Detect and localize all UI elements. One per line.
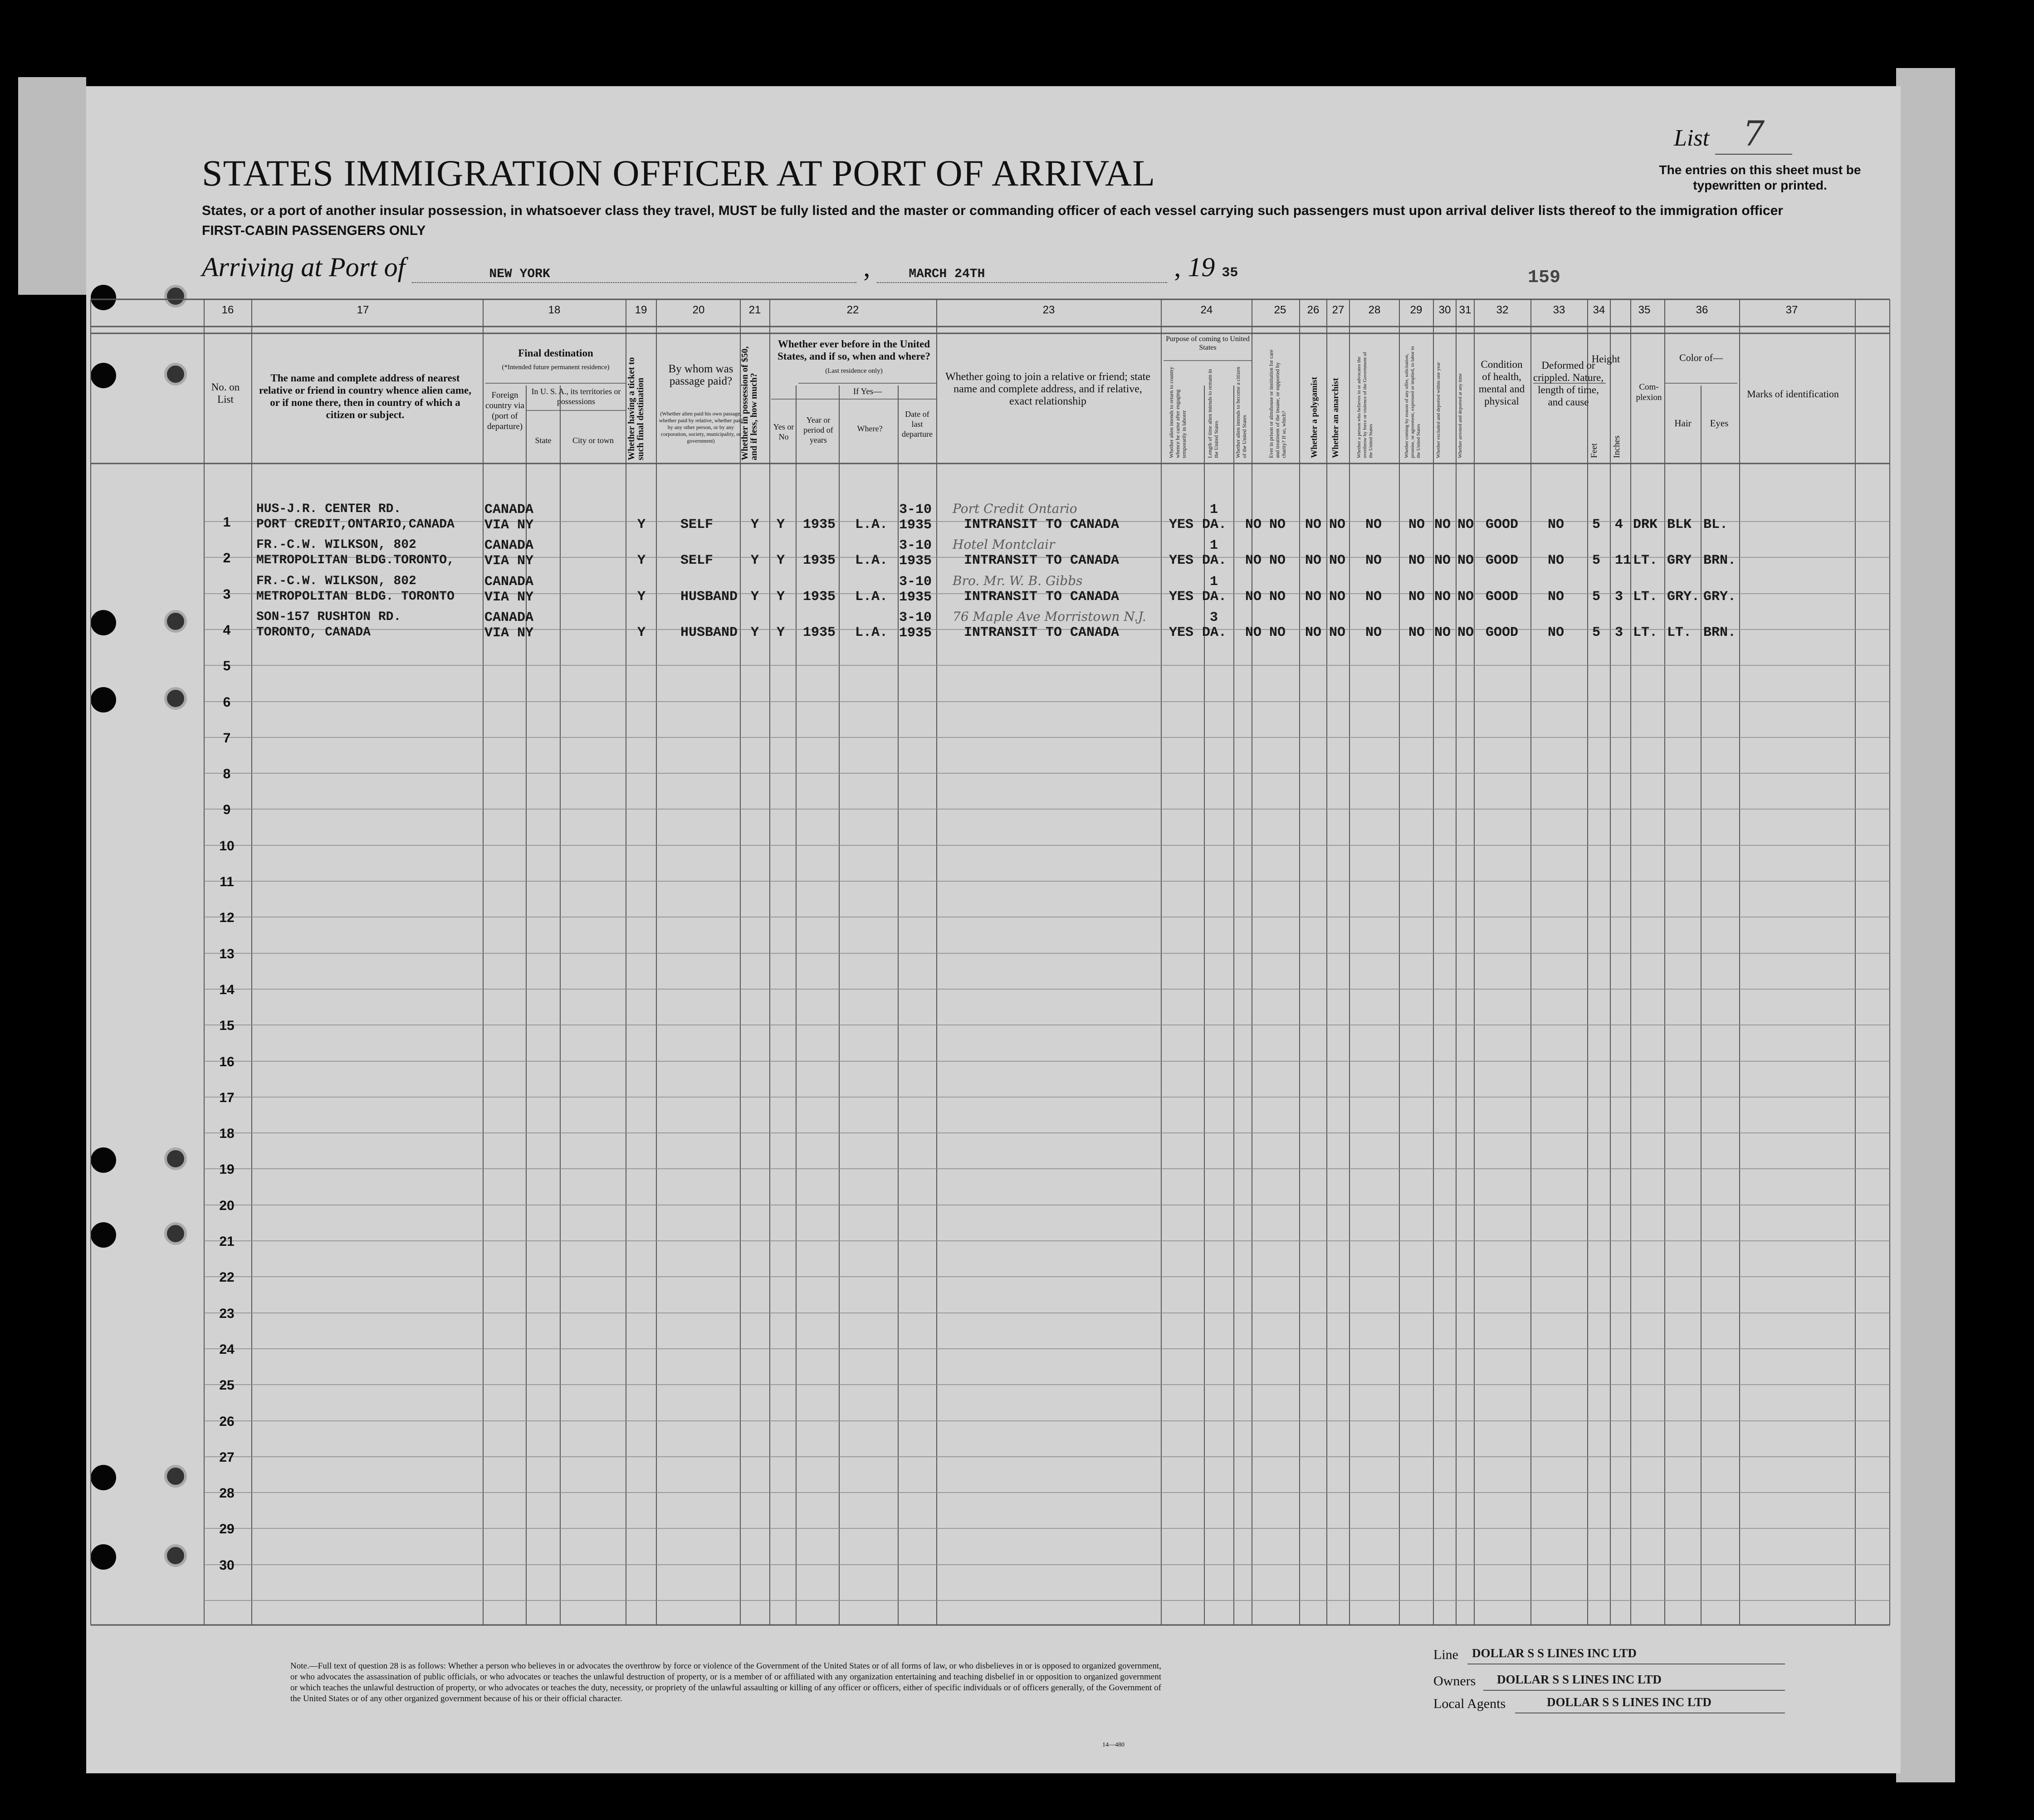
question-29-value: NO bbox=[1408, 589, 1425, 605]
port-of-departure: VIA NY bbox=[484, 590, 534, 605]
ticket-value: Y bbox=[637, 625, 646, 640]
header-prison: Ever in prison or almshouse or institution for care and treatment of the insane, or supported by charity? If so, which? bbox=[1268, 349, 1287, 458]
agents-value: DOLLAR S S LINES INC LTD bbox=[1547, 1695, 1711, 1709]
health-value: GOOD bbox=[1486, 589, 1519, 605]
header-feet: Feet bbox=[1589, 443, 1599, 458]
anarchist-value: NO bbox=[1329, 553, 1346, 568]
row-number: 8 bbox=[223, 766, 231, 781]
row-number: 7 bbox=[223, 731, 231, 746]
row-number: 12 bbox=[219, 910, 235, 925]
purpose-value: YES bbox=[1169, 625, 1194, 640]
purpose-value: YES bbox=[1169, 553, 1194, 568]
year-prefix: 19 bbox=[1188, 252, 1215, 282]
fifty-dollars-value: Y bbox=[751, 553, 759, 568]
handwritten-address: Bro. Mr. W. B. Gibbs bbox=[953, 573, 1083, 588]
column-number: 16 bbox=[221, 304, 234, 316]
arrival-date: MARCH 24TH bbox=[909, 267, 985, 281]
name-line-1: SON-157 RUSHTON RD. bbox=[256, 610, 401, 624]
polygamist-value: NO bbox=[1305, 589, 1322, 605]
anarchist-value: NO bbox=[1329, 517, 1346, 532]
name-line-2: METROPOLITAN BLDG.TORONTO, bbox=[256, 553, 455, 567]
departure-year: 1935 bbox=[899, 590, 932, 605]
column-number: 19 bbox=[635, 304, 647, 316]
header-health: Condition of health, mental and physical bbox=[1478, 359, 1525, 407]
row-number: 6 bbox=[223, 695, 231, 710]
question-31-value: NO bbox=[1457, 625, 1474, 640]
join-relative-value: INTRANSIT TO CANADA bbox=[964, 553, 1120, 568]
deformed-value: NO bbox=[1548, 553, 1565, 568]
header-fifty-dollars: Whether in possession of $50, and if less, how much? bbox=[740, 346, 759, 460]
year-value: 1935 bbox=[803, 589, 836, 605]
question-30-value: NO bbox=[1434, 517, 1451, 532]
polygamist-value: NO bbox=[1305, 553, 1322, 568]
departure-day: 3-10 bbox=[899, 502, 932, 517]
row-number: 18 bbox=[219, 1126, 235, 1141]
question-31-value: NO bbox=[1457, 589, 1474, 605]
header-polygamist: Whether a polygamist bbox=[1310, 376, 1319, 458]
length-stay-value: DA. bbox=[1202, 553, 1227, 568]
row-number: 14 bbox=[219, 982, 235, 997]
header-question-29: Whether coming by reason of any offer, solicitation, promise, or agreement, expressed or implied, to labor in the United States bbox=[1404, 346, 1421, 458]
health-value: GOOD bbox=[1486, 517, 1519, 532]
hair-value: GRY bbox=[1667, 553, 1692, 568]
citizen-value: NO bbox=[1245, 553, 1262, 568]
port-of-departure: VIA NY bbox=[484, 517, 534, 533]
polygamist-value: NO bbox=[1305, 625, 1322, 640]
form-number: 14—480 bbox=[1102, 1742, 1125, 1748]
feet-value: 5 bbox=[1592, 625, 1601, 640]
header-question-31: Whether arrested and deported at any time bbox=[1457, 373, 1463, 458]
header-inches: Inches bbox=[1612, 435, 1622, 458]
departure-day: 3-10 bbox=[899, 574, 932, 590]
prison-value: NO bbox=[1269, 553, 1286, 568]
header-deformed: Deformed or crippled. Nature, length of time, and cause bbox=[1533, 360, 1604, 408]
passage-paid-value: SELF bbox=[680, 553, 714, 568]
hair-value: GRY. bbox=[1667, 589, 1700, 605]
list-number: 7 bbox=[1742, 113, 1765, 154]
question-30-value: NO bbox=[1434, 553, 1451, 568]
where-value: L.A. bbox=[855, 553, 888, 568]
passage-paid-value: HUSBAND bbox=[680, 589, 738, 605]
header-state: State bbox=[535, 436, 552, 445]
anarchist-value: NO bbox=[1329, 589, 1346, 605]
row-number: 28 bbox=[219, 1486, 235, 1501]
row-number: 3 bbox=[223, 587, 231, 602]
question-30-value: NO bbox=[1434, 625, 1451, 640]
column-number: 33 bbox=[1553, 304, 1565, 316]
join-relative-value: INTRANSIT TO CANADA bbox=[964, 517, 1120, 532]
complexion-value: LT. bbox=[1633, 589, 1658, 605]
header-foreign-country: Foreign country via (port of departure) bbox=[485, 390, 524, 431]
ever-before-value: Y bbox=[777, 553, 785, 568]
column-number: 36 bbox=[1696, 304, 1708, 316]
deformed-value: NO bbox=[1548, 589, 1565, 605]
header-length-stay: Length of time alien intends to remain in the United States bbox=[1207, 369, 1219, 458]
complexion-value: DRK bbox=[1633, 517, 1658, 532]
health-value: GOOD bbox=[1486, 553, 1519, 568]
ever-before-value: Y bbox=[777, 589, 785, 605]
inches-value: 4 bbox=[1615, 517, 1623, 532]
column-number: 32 bbox=[1496, 304, 1509, 316]
column-number: 24 bbox=[1200, 304, 1213, 316]
name-line-2: PORT CREDIT,ONTARIO,CANADA bbox=[256, 517, 455, 532]
citizen-value: NO bbox=[1245, 589, 1262, 605]
column-number: 22 bbox=[846, 304, 859, 316]
question-31-value: NO bbox=[1457, 553, 1474, 568]
ever-before-value: Y bbox=[777, 517, 785, 532]
column-number: 23 bbox=[1042, 304, 1055, 316]
row-number: 29 bbox=[219, 1522, 235, 1537]
country: CANADA bbox=[484, 538, 534, 553]
fifty-dollars-value: Y bbox=[751, 625, 759, 640]
name-line-1: FR.-C.W. WILKSON, 802 bbox=[256, 538, 416, 552]
column-number: 18 bbox=[548, 304, 561, 316]
prison-value: NO bbox=[1269, 589, 1286, 605]
header-passage-paid: By whom was passage paid? bbox=[668, 363, 733, 387]
eyes-value: GRY. bbox=[1703, 589, 1736, 605]
header-complexion: Com- plexion bbox=[1636, 382, 1662, 402]
fifty-dollars-value: Y bbox=[751, 517, 759, 532]
length-stay-value: DA. bbox=[1202, 589, 1227, 605]
header-final-destination-sub: (*Intended future permanent residence) bbox=[502, 364, 610, 371]
header-join-relative: Whether going to join a relative or friend; state name and complete address, and if relative, exact relationship bbox=[945, 371, 1150, 407]
row-number: 10 bbox=[219, 839, 235, 854]
eyes-value: BL. bbox=[1703, 517, 1728, 532]
column-number: 30 bbox=[1438, 304, 1451, 316]
join-relative-value: INTRANSIT TO CANADA bbox=[964, 625, 1120, 640]
eyes-value: BRN. bbox=[1703, 625, 1736, 640]
prison-value: NO bbox=[1269, 625, 1286, 640]
header-return: Whether alien intends to return to country whence he came after engaging temporarily in laborer bbox=[1168, 366, 1187, 458]
question-28-value: NO bbox=[1365, 625, 1382, 640]
list-label: List bbox=[1674, 125, 1710, 151]
departure-day: 3-10 bbox=[899, 538, 932, 553]
column-number: 31 bbox=[1459, 304, 1472, 316]
departure-year: 1935 bbox=[899, 553, 932, 569]
header-question-28: Whether a person who believes in or advocates the overthrow by force or violence of the Government of the United States bbox=[1356, 352, 1374, 458]
header-year-period: Year or period of years bbox=[803, 415, 833, 444]
name-line-1: FR.-C.W. WILKSON, 802 bbox=[256, 574, 416, 588]
join-relative-value: INTRANSIT TO CANADA bbox=[964, 589, 1120, 605]
year-suffix: 35 bbox=[1222, 265, 1238, 281]
inches-value: 11 bbox=[1615, 553, 1632, 568]
year-value: 1935 bbox=[803, 517, 836, 532]
header-color-of: Color of— bbox=[1679, 352, 1723, 363]
fifty-dollars-value: Y bbox=[751, 589, 759, 605]
form-instructions: States, or a port of another insular possession, in whatsoever class they travel, MUST be fully listed and the master or commanding officer of each vessel carrying such passengers must upon arrival deliver lists thereof to the immigration officer bbox=[202, 203, 1783, 218]
row-number: 1 bbox=[223, 515, 231, 530]
name-line-1: HUS-J.R. CENTER RD. bbox=[256, 502, 401, 516]
column-number: 26 bbox=[1307, 304, 1320, 316]
deformed-value: NO bbox=[1548, 625, 1565, 640]
column-number: 29 bbox=[1410, 304, 1423, 316]
name-line-2: METROPOLITAN BLDG. TORONTO bbox=[256, 590, 455, 604]
header-anarchist: Whether an anarchist bbox=[1331, 378, 1340, 458]
feet-value: 5 bbox=[1592, 517, 1601, 532]
header-final-destination: Final destination bbox=[518, 347, 593, 359]
row-number: 20 bbox=[219, 1198, 235, 1213]
column-number: 20 bbox=[692, 304, 705, 316]
row-number: 25 bbox=[219, 1378, 235, 1393]
row-number: 23 bbox=[219, 1306, 235, 1321]
column-number: 28 bbox=[1368, 304, 1381, 316]
prison-value: NO bbox=[1269, 517, 1286, 532]
column-number: 27 bbox=[1332, 304, 1345, 316]
handwritten-address: Port Credit Ontario bbox=[953, 501, 1077, 516]
departure-year: 1935 bbox=[899, 625, 932, 641]
length-stay-value: DA. bbox=[1202, 625, 1227, 640]
length-stay-count: 1 bbox=[1210, 574, 1218, 590]
hair-value: BLK bbox=[1667, 517, 1692, 532]
length-stay-count: 1 bbox=[1210, 538, 1218, 553]
column-number: 17 bbox=[357, 304, 369, 316]
header-no-on-list: No. on List bbox=[211, 381, 240, 405]
column-number: 21 bbox=[748, 304, 761, 316]
name-line-2: TORONTO, CANADA bbox=[256, 625, 371, 639]
header-passage-paid-sub: (Whether alien paid his own passage, whether paid by relative, whether paid by any other person, or by any corporation, society, municipality, or government) bbox=[659, 410, 743, 444]
row-number: 17 bbox=[219, 1090, 235, 1105]
header-height: Height bbox=[1591, 353, 1620, 365]
ever-before-value: Y bbox=[777, 625, 785, 640]
arrival-line: Arriving at Port of NEW YORK , MARCH 24TH , 19 35 bbox=[202, 252, 1238, 282]
column-number: 35 bbox=[1638, 304, 1651, 316]
handwritten-address: Hotel Montclair bbox=[953, 537, 1055, 552]
ticket-value: Y bbox=[637, 589, 646, 605]
line-label: Line bbox=[1433, 1647, 1458, 1662]
header-marks: Marks of identification bbox=[1747, 388, 1839, 400]
column-number: 25 bbox=[1274, 304, 1286, 316]
complexion-value: LT. bbox=[1633, 625, 1658, 640]
header-date-departure: Date of last departure bbox=[902, 410, 933, 439]
form-title: STATES IMMIGRATION OFFICER AT PORT OF ARRIVAL bbox=[202, 152, 1156, 194]
row-number: 13 bbox=[219, 947, 235, 961]
header-hair: Hair bbox=[1674, 418, 1692, 429]
header-name-address: The name and complete address of nearest relative or friend in country whence alien came, or if none there, then in country of which a citizen or subject. bbox=[259, 372, 471, 420]
departure-year: 1935 bbox=[899, 517, 932, 533]
row-number: 4 bbox=[223, 623, 231, 638]
deformed-value: NO bbox=[1548, 517, 1565, 532]
country: CANADA bbox=[484, 574, 534, 590]
question-29-value: NO bbox=[1408, 553, 1425, 568]
polygamist-value: NO bbox=[1305, 517, 1322, 532]
ticket-value: Y bbox=[637, 553, 646, 568]
hair-value: LT. bbox=[1667, 625, 1692, 640]
citizen-value: NO bbox=[1245, 625, 1262, 640]
question-29-value: NO bbox=[1408, 517, 1425, 532]
country: CANADA bbox=[484, 610, 534, 625]
purpose-value: YES bbox=[1169, 517, 1194, 532]
passage-paid-value: SELF bbox=[680, 517, 714, 532]
entries-note: The entries on this sheet must be typewritten or printed. bbox=[1659, 163, 1861, 192]
row-number: 26 bbox=[219, 1414, 235, 1429]
column-number: 37 bbox=[1785, 304, 1798, 316]
inches-value: 3 bbox=[1615, 625, 1623, 640]
handwritten-address: 76 Maple Ave Morristown N.J. bbox=[953, 609, 1146, 624]
header-ever-before-sub: (Last residence only) bbox=[825, 367, 883, 375]
departure-day: 3-10 bbox=[899, 610, 932, 625]
question-28-value: NO bbox=[1365, 589, 1382, 605]
question-29-value: NO bbox=[1408, 625, 1425, 640]
where-value: L.A. bbox=[855, 517, 888, 532]
health-value: GOOD bbox=[1486, 625, 1519, 640]
page-stamp: 159 bbox=[1528, 268, 1561, 288]
row-number: 30 bbox=[219, 1558, 235, 1573]
row-number: 11 bbox=[220, 874, 234, 889]
owners-label: Owners bbox=[1433, 1674, 1476, 1688]
header-eyes: Eyes bbox=[1710, 418, 1729, 429]
purpose-value: YES bbox=[1169, 589, 1194, 605]
question-28-value: NO bbox=[1365, 553, 1382, 568]
row-number: 21 bbox=[219, 1234, 235, 1249]
header-citizen: Whether alien intends to become a citizen of the United States bbox=[1235, 366, 1247, 458]
agents-label: Local Agents bbox=[1433, 1696, 1506, 1711]
port-of-arrival: NEW YORK bbox=[489, 267, 550, 281]
row-number: 19 bbox=[219, 1162, 235, 1177]
citizen-value: NO bbox=[1245, 517, 1262, 532]
country: CANADA bbox=[484, 502, 534, 517]
where-value: L.A. bbox=[855, 625, 888, 640]
owners-value: DOLLAR S S LINES INC LTD bbox=[1497, 1673, 1662, 1686]
row-number: 5 bbox=[223, 659, 231, 673]
row-number: 2 bbox=[223, 551, 231, 566]
length-stay-count: 3 bbox=[1210, 610, 1218, 625]
anarchist-value: NO bbox=[1329, 625, 1346, 640]
feet-value: 5 bbox=[1592, 589, 1601, 605]
inches-value: 3 bbox=[1615, 589, 1623, 605]
question-28-note: Note.—Full text of question 28 is as follows: Whether a person who believes in or advocates the overthrow by force or violence of the Government of the United States or of all forms of law, or who disbelieves in or is opposed to organized government, or who advocates the assassination of public officials, or who advocates or teaches the unlawful destruction of property, or is a member of or affiliated with any organization entertaining and teaching disbelief in or opposition to organized government or which teaches the unlawful destruction of property, or who advocates or teaches the duty, necessity, or propriety of the unlawful assaulting or killing of any officer or officers, either of specific individuals or of officers generally, of the Government of the United States or of any other organized government because of his or their official character. bbox=[290, 1661, 1161, 1703]
header-where: Where? bbox=[857, 424, 883, 433]
complexion-value: LT. bbox=[1633, 553, 1658, 568]
question-31-value: NO bbox=[1457, 517, 1474, 532]
header-ever-before: Whether ever before in the United States, and if so, when and where? bbox=[777, 338, 930, 362]
passage-paid-value: HUSBAND bbox=[680, 625, 738, 640]
header-purpose: Purpose of coming to United States bbox=[1166, 335, 1250, 351]
row-number: 27 bbox=[219, 1450, 235, 1465]
row-number: 15 bbox=[219, 1018, 235, 1033]
row-number: 22 bbox=[219, 1270, 235, 1285]
cabin-class: FIRST-CABIN PASSENGERS ONLY bbox=[202, 223, 426, 238]
header-in-usa: In U. S. A., its territories or possessions bbox=[531, 387, 621, 406]
row-number: 24 bbox=[219, 1342, 235, 1357]
port-of-departure: VIA NY bbox=[484, 625, 534, 641]
year-value: 1935 bbox=[803, 553, 836, 568]
column-number: 34 bbox=[1593, 304, 1605, 316]
feet-value: 5 bbox=[1592, 553, 1601, 568]
row-number: 16 bbox=[219, 1054, 235, 1069]
row-number: 9 bbox=[223, 802, 231, 817]
header-if-yes: If Yes— bbox=[853, 387, 882, 396]
header-yes-no: Yes or No bbox=[773, 422, 794, 441]
length-stay-value: DA. bbox=[1202, 517, 1227, 532]
year-value: 1935 bbox=[803, 625, 836, 640]
eyes-value: BRN. bbox=[1703, 553, 1736, 568]
header-ticket: Whether having a ticket to such final destination bbox=[626, 357, 645, 460]
header-city: City or town bbox=[572, 436, 614, 445]
line-value: DOLLAR S S LINES INC LTD bbox=[1472, 1646, 1637, 1660]
where-value: L.A. bbox=[855, 589, 888, 605]
header-question-30: Whether excluded and deported within one year bbox=[1436, 362, 1441, 458]
port-of-departure: VIA NY bbox=[484, 553, 534, 569]
question-30-value: NO bbox=[1434, 589, 1451, 605]
length-stay-count: 1 bbox=[1210, 502, 1218, 517]
question-28-value: NO bbox=[1365, 517, 1382, 532]
arriving-label: Arriving at Port of bbox=[202, 252, 406, 282]
ticket-value: Y bbox=[637, 517, 646, 532]
